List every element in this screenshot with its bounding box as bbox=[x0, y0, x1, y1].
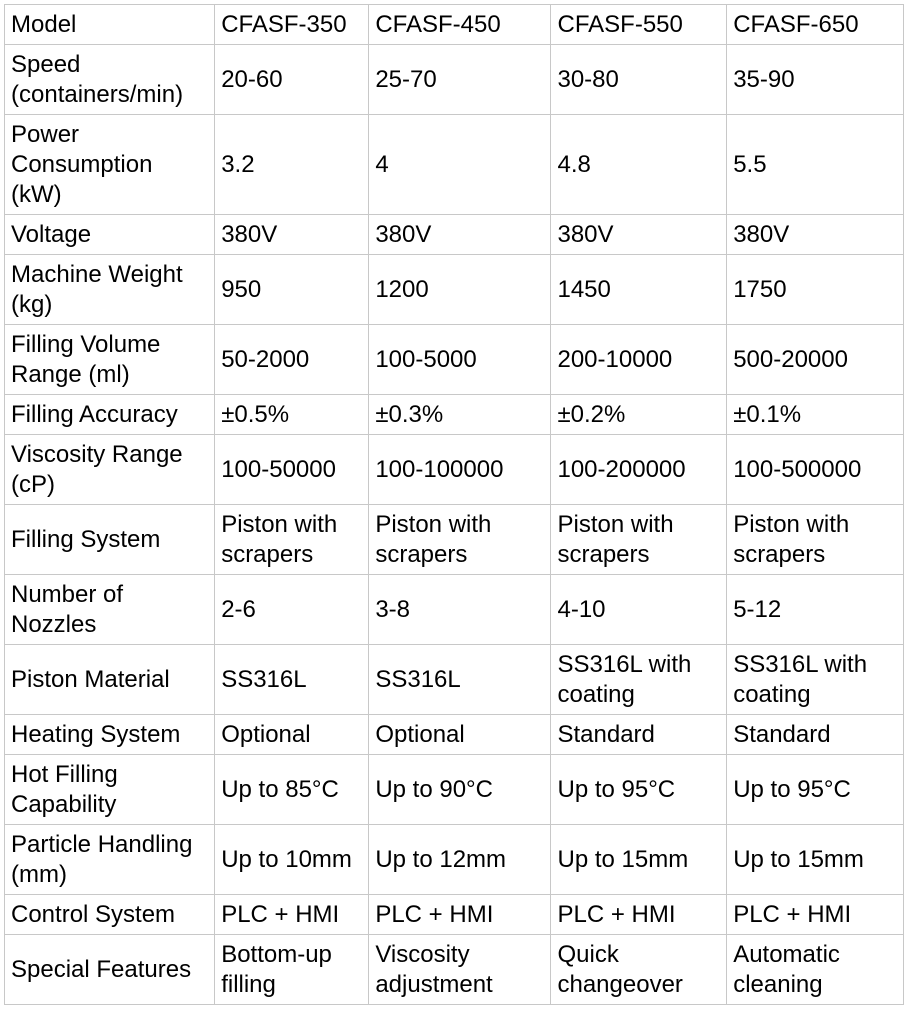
value-cell: 100-5000 bbox=[369, 325, 551, 395]
table-row bbox=[5, 825, 904, 895]
value-cell: Up to 90°C bbox=[369, 755, 551, 825]
row-label-cell: Control System bbox=[5, 895, 215, 935]
table-row bbox=[5, 715, 904, 755]
value-cell: Standard bbox=[551, 715, 727, 755]
value-cell: SS316L bbox=[369, 645, 551, 715]
value-cell: Optional bbox=[369, 715, 551, 755]
value-cell: 4.8 bbox=[551, 115, 727, 215]
value-cell: 100-500000 bbox=[727, 435, 904, 505]
value-cell: 200-10000 bbox=[551, 325, 727, 395]
model-header-cell: CFASF-550 bbox=[551, 5, 727, 45]
value-cell: Bottom-up filling bbox=[215, 935, 369, 1005]
table-row bbox=[5, 395, 904, 435]
value-cell: ±0.3% bbox=[369, 395, 551, 435]
table-row bbox=[5, 575, 904, 645]
row-label-cell: Special Features bbox=[5, 935, 215, 1005]
row-label-cell: Power Consumption (kW) bbox=[5, 115, 215, 215]
value-cell: 4-10 bbox=[551, 575, 727, 645]
value-cell: ±0.2% bbox=[551, 395, 727, 435]
value-cell: SS316L with coating bbox=[727, 645, 904, 715]
value-cell: 5-12 bbox=[727, 575, 904, 645]
table-row bbox=[5, 255, 904, 325]
value-cell: 1200 bbox=[369, 255, 551, 325]
value-cell: PLC + HMI bbox=[727, 895, 904, 935]
value-cell: Up to 15mm bbox=[551, 825, 727, 895]
table-row bbox=[5, 755, 904, 825]
value-cell: 380V bbox=[551, 215, 727, 255]
spec-table bbox=[4, 4, 904, 1005]
value-cell: 380V bbox=[215, 215, 369, 255]
row-label-cell: Piston Material bbox=[5, 645, 215, 715]
value-cell: 5.5 bbox=[727, 115, 904, 215]
value-cell: 35-90 bbox=[727, 45, 904, 115]
model-header-cell: CFASF-350 bbox=[215, 5, 369, 45]
value-cell: 500-20000 bbox=[727, 325, 904, 395]
value-cell: 1450 bbox=[551, 255, 727, 325]
value-cell: PLC + HMI bbox=[215, 895, 369, 935]
value-cell: Standard bbox=[727, 715, 904, 755]
value-cell: 3.2 bbox=[215, 115, 369, 215]
value-cell: 2-6 bbox=[215, 575, 369, 645]
value-cell: Piston with scrapers bbox=[369, 505, 551, 575]
row-label-cell: Speed (containers/min) bbox=[5, 45, 215, 115]
row-label-cell: Machine Weight (kg) bbox=[5, 255, 215, 325]
header-row bbox=[5, 5, 904, 45]
table-row bbox=[5, 435, 904, 505]
row-label-cell: Filling Accuracy bbox=[5, 395, 215, 435]
value-cell: 30-80 bbox=[551, 45, 727, 115]
table-row bbox=[5, 45, 904, 115]
table-row bbox=[5, 935, 904, 1005]
value-cell: 20-60 bbox=[215, 45, 369, 115]
value-cell: Piston with scrapers bbox=[551, 505, 727, 575]
value-cell: ±0.1% bbox=[727, 395, 904, 435]
value-cell: ±0.5% bbox=[215, 395, 369, 435]
value-cell: 3-8 bbox=[369, 575, 551, 645]
value-cell: SS316L bbox=[215, 645, 369, 715]
table-row bbox=[5, 115, 904, 215]
value-cell: 4 bbox=[369, 115, 551, 215]
table-row bbox=[5, 645, 904, 715]
value-cell: Up to 85°C bbox=[215, 755, 369, 825]
header-label-cell: Model bbox=[5, 5, 215, 45]
model-header-cell: CFASF-650 bbox=[727, 5, 904, 45]
row-label-cell: Number of Nozzles bbox=[5, 575, 215, 645]
value-cell: Up to 12mm bbox=[369, 825, 551, 895]
row-label-cell: Viscosity Range (cP) bbox=[5, 435, 215, 505]
value-cell: Quick changeover bbox=[551, 935, 727, 1005]
value-cell: Piston with scrapers bbox=[215, 505, 369, 575]
table-row bbox=[5, 325, 904, 395]
value-cell: Up to 95°C bbox=[551, 755, 727, 825]
value-cell: PLC + HMI bbox=[551, 895, 727, 935]
value-cell: Optional bbox=[215, 715, 369, 755]
row-label-cell: Filling System bbox=[5, 505, 215, 575]
table-row bbox=[5, 505, 904, 575]
row-label-cell: Particle Handling (mm) bbox=[5, 825, 215, 895]
value-cell: Automatic cleaning bbox=[727, 935, 904, 1005]
value-cell: Up to 10mm bbox=[215, 825, 369, 895]
row-label-cell: Hot Filling Capability bbox=[5, 755, 215, 825]
row-label-cell: Filling Volume Range (ml) bbox=[5, 325, 215, 395]
row-label-cell: Heating System bbox=[5, 715, 215, 755]
value-cell: 1750 bbox=[727, 255, 904, 325]
value-cell: 25-70 bbox=[369, 45, 551, 115]
model-header-cell: CFASF-450 bbox=[369, 5, 551, 45]
value-cell: 100-200000 bbox=[551, 435, 727, 505]
value-cell: PLC + HMI bbox=[369, 895, 551, 935]
value-cell: Up to 95°C bbox=[727, 755, 904, 825]
value-cell: 380V bbox=[727, 215, 904, 255]
table-row bbox=[5, 895, 904, 935]
value-cell: SS316L with coating bbox=[551, 645, 727, 715]
value-cell: 100-50000 bbox=[215, 435, 369, 505]
value-cell: 380V bbox=[369, 215, 551, 255]
table-row bbox=[5, 215, 904, 255]
value-cell: Viscosity adjustment bbox=[369, 935, 551, 1005]
value-cell: 950 bbox=[215, 255, 369, 325]
value-cell: 100-100000 bbox=[369, 435, 551, 505]
value-cell: 50-2000 bbox=[215, 325, 369, 395]
value-cell: Up to 15mm bbox=[727, 825, 904, 895]
value-cell: Piston with scrapers bbox=[727, 505, 904, 575]
row-label-cell: Voltage bbox=[5, 215, 215, 255]
